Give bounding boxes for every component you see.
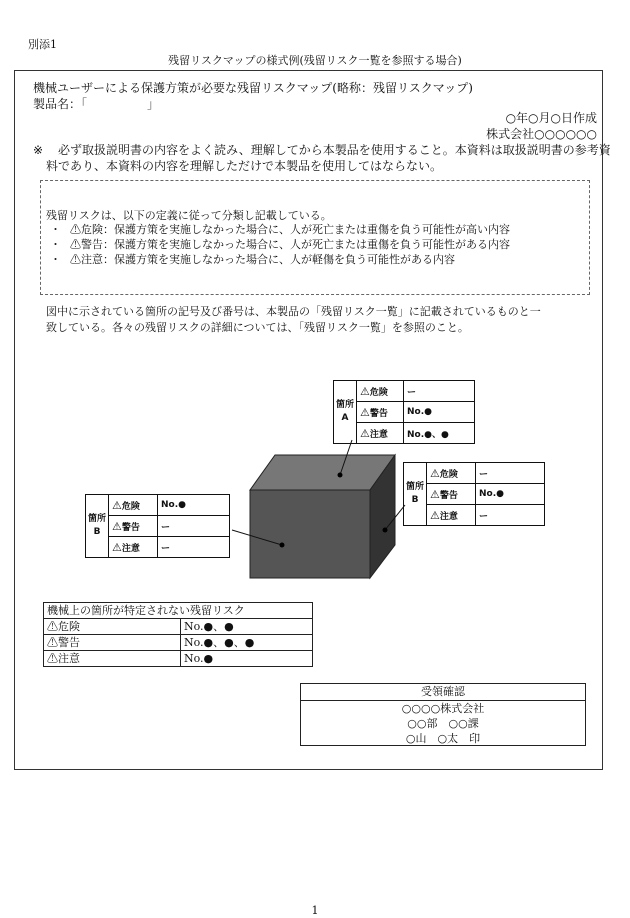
explanation-line-1: 図中に示されている箇所の記号及び番号は、本製品の「残留リスク一覧」に記載されているものと一 [46, 305, 541, 318]
location-b-right-table [403, 462, 545, 526]
map-title: 機械ユーザーによる保護方策が必要な残留リスクマップ(略称：残留リスクマップ) [33, 81, 473, 95]
location-b-left-table [85, 494, 230, 558]
danger-value: ー [404, 381, 475, 402]
warning-triangle-icon: ⚠ [47, 620, 58, 633]
danger-cell: ⚠危険 [427, 463, 476, 484]
danger-cell: ⚠危険 [357, 381, 404, 402]
warning-cell: ⚠警告 [109, 516, 158, 537]
bullet: ・ [50, 238, 61, 251]
warning-triangle-icon: ⚠ [360, 405, 370, 419]
unspecified-warning-value: No.●、●、● [181, 635, 313, 651]
bullet: ・ [50, 253, 61, 266]
definition-warning: ⚠警告：保護方策を実施しなかった場合に、人が死亡または重傷を負う可能性がある内容 [70, 238, 510, 251]
company-name: 株式会社○○○○○○ [486, 127, 597, 141]
definitions-intro: 残留リスクは、以下の定義に従って分類し記載している。 [46, 209, 332, 222]
warning-triangle-icon: ⚠ [360, 426, 370, 440]
unspecified-danger-value: No.●、● [181, 619, 313, 635]
page-title: 残留リスクマップの様式例(残留リスク一覧を参照する場合) [168, 54, 462, 67]
unspecified-warning-label: ⚠警告 [44, 635, 181, 651]
note-line-2: 料であり、本資料の内容を理解しただけで本製品を使用してはならない。 [46, 159, 443, 173]
warning-triangle-icon: ⚠ [112, 519, 122, 533]
warning-triangle-icon: ⚠ [47, 652, 58, 665]
caution-value: ー [476, 505, 545, 526]
explanation-line-2: 致している。各々の残留リスクの詳細については、「残留リスク一覧」を参照のこと。 [46, 321, 469, 334]
box-front-face [250, 490, 370, 578]
unspecified-risk-header: 機械上の箇所が特定されない残留リスク [44, 603, 313, 619]
location-b-label: 箇所B [404, 463, 427, 526]
leader-dot-b-right [383, 528, 388, 533]
caution-cell: ⚠注意 [357, 423, 404, 444]
warning-value: No.● [476, 484, 545, 505]
unspecified-risk-table [43, 602, 313, 667]
warning-triangle-icon: ⚠ [430, 487, 440, 501]
warning-cell: ⚠警告 [427, 484, 476, 505]
warning-triangle-icon: ⚠ [47, 636, 58, 649]
caution-cell: ⚠注意 [427, 505, 476, 526]
creation-date: ○年○月○日作成 [505, 111, 597, 125]
leader-dot-b-left [280, 543, 285, 548]
attachment-label: 別添1 [28, 38, 57, 51]
receipt-title: 受領確認 [301, 684, 585, 701]
danger-cell: ⚠危険 [109, 495, 158, 516]
receipt-company: ○○○○株式会社 [401, 702, 485, 715]
note-line-1: 必ず取扱説明書の内容をよく読み、理解してから本製品を使用すること。本資料は取扱説明書の参考資 [58, 143, 611, 157]
warning-triangle-icon: ⚠ [430, 466, 440, 480]
note-mark: ※ [33, 143, 44, 157]
bullet: ・ [50, 223, 61, 236]
warning-cell: ⚠警告 [357, 402, 404, 423]
unspecified-caution-label: ⚠注意 [44, 651, 181, 667]
location-b-label: 箇所B [86, 495, 109, 558]
receipt-confirmation-box [300, 683, 586, 746]
definition-caution: ⚠注意：保護方策を実施しなかった場合に、人が軽傷を負う可能性がある内容 [70, 253, 455, 266]
unspecified-danger-label: ⚠危険 [44, 619, 181, 635]
warning-triangle-icon: ⚠ [112, 540, 122, 554]
caution-value: No.●、● [404, 423, 475, 444]
product-name: 製品名：「 」 [33, 97, 160, 111]
location-a-label: 箇所A [334, 381, 357, 444]
warning-triangle-icon: ⚠ [430, 508, 440, 522]
danger-value: No.● [158, 495, 230, 516]
warning-triangle-icon: ⚠ [360, 384, 370, 398]
receipt-department: ○○部 ○○課 [407, 717, 479, 730]
caution-cell: ⚠注意 [109, 537, 158, 558]
receipt-name-seal: ○山 ○太 印 [405, 732, 481, 745]
leader-dot-a [338, 473, 343, 478]
caution-value: ー [158, 537, 230, 558]
unspecified-caution-value: No.● [181, 651, 313, 667]
location-a-table [333, 380, 475, 444]
warning-value: No.● [404, 402, 475, 423]
warning-value: ー [158, 516, 230, 537]
page-number: 1 [311, 904, 319, 917]
danger-value: ー [476, 463, 545, 484]
warning-triangle-icon: ⚠ [112, 498, 122, 512]
definition-danger: ⚠危険：保護方策を実施しなかった場合に、人が死亡または重傷を負う可能性が高い内容 [70, 223, 510, 236]
